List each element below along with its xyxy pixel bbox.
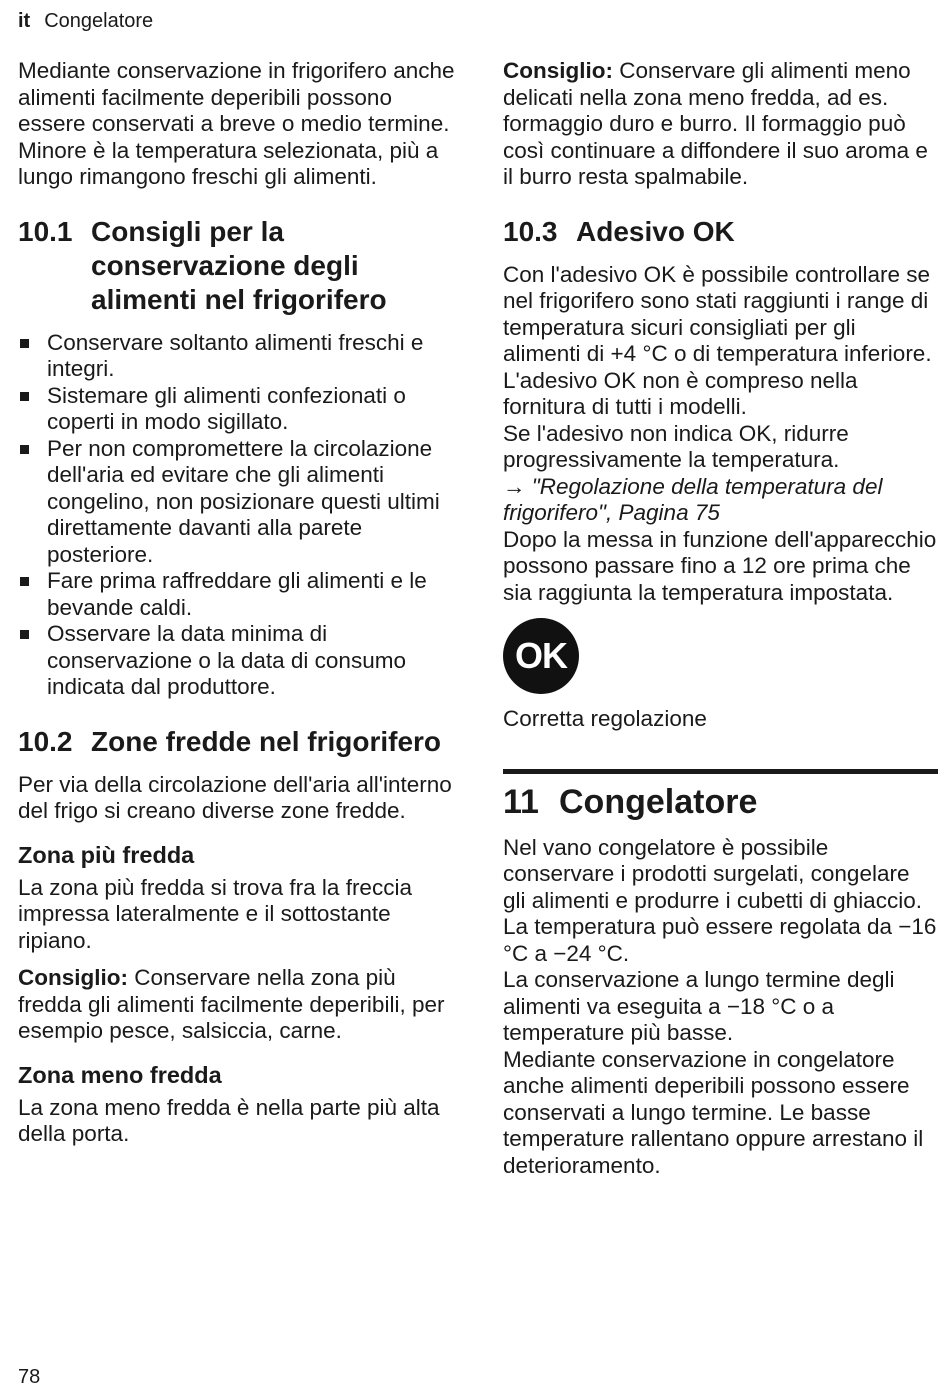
bullet-icon: [20, 577, 29, 586]
list-item: [18, 330, 458, 383]
cross-reference-link[interactable]: → "Regolazione della temperatura del frigorifero", Pagina 75: [503, 473, 883, 525]
page-header: [18, 10, 153, 33]
section-title: Consigli per la conservazione degli alimenti nel frigorifero: [91, 215, 387, 315]
coldest-zone-tip: [18, 965, 458, 1045]
tip-text: Conservare nella zona più fredda gli alimenti facilmente deperibili, per esempio pesce, salsiccia, carne.: [18, 965, 445, 1043]
list-item-text: Fare prima raffreddare gli alimenti e le bevande caldi.: [47, 568, 427, 620]
ok-sticker-paragraph-2: L'adesivo OK non è compreso nella fornitura di tutti i modelli.: [503, 367, 858, 419]
section-10-1-heading: [18, 215, 458, 317]
coldest-zone-heading: Zona più fredda: [18, 841, 195, 868]
section-title: Zone fredde nel frigorifero: [91, 725, 442, 757]
freezer-paragraph-1: Nel vano congelatore è possibile conservare i prodotti surgelati, congelare gli alimenti e produrre i cubetti di ghiaccio.: [503, 834, 922, 913]
cold-zones-intro: Per via della circolazione dell'aria all'interno del frigo si creano diverse zone fredde.: [18, 771, 452, 823]
section-10-3-heading: [503, 215, 938, 249]
section-number: 10.2: [18, 725, 73, 757]
ok-sticker-icon: [503, 618, 579, 694]
page-number: 78: [18, 1366, 41, 1388]
chapter-number: 11: [503, 782, 539, 821]
coldest-zone-text: La zona più fredda si trova fra la freccia impressa lateralmente e il sottostante ripiano.: [18, 874, 412, 953]
list-item-text: Conservare soltanto alimenti freschi e integri.: [47, 329, 424, 381]
chapter-title: Congelatore: [559, 782, 758, 821]
ok-sticker-paragraph-1: Con l'adesivo OK è possibile controllare se nel frigorifero sono stati raggiunti i range di temperatura sicuri consigliati per gli alimenti di +4 °C o di temperatura inferiore.: [503, 261, 932, 366]
list-item: [18, 436, 458, 569]
language-code: it: [18, 10, 31, 32]
less-cold-tip: [503, 58, 938, 191]
list-item-text: Sistemare gli alimenti confezionati o coperti in modo sigillato.: [47, 382, 406, 434]
chapter-11-heading: [503, 782, 938, 822]
section-10-2-heading: [18, 725, 458, 759]
section-title: Adesivo OK: [576, 215, 735, 247]
left-column: [18, 58, 458, 1148]
tip-label: Consiglio:: [18, 965, 128, 990]
ok-badge-label: OK: [515, 635, 567, 676]
freezer-paragraph-3: La conservazione a lungo termine degli alimenti va eseguita a −18 °C o a temperature più basse.: [503, 967, 895, 1045]
freezer-paragraph-4: Mediante conservazione in congelatore anche alimenti deperibili possono essere conservati a lungo termine. Le basse temperature rallentano oppure arrestano il deterioramento.: [503, 1046, 924, 1178]
tip-text: Conservare gli alimenti meno delicati nella zona meno fredda, ad es. formaggio duro e burro. Il formaggio può così continuare a diffondere il suo aroma e il burro resta spalmabile.: [503, 58, 928, 189]
ok-sticker-paragraph-3: Se l'adesivo non indica OK, ridurre progressivamente la temperatura.: [503, 420, 849, 472]
less-cold-zone-text: La zona meno fredda è nella parte più alta della porta.: [18, 1094, 440, 1146]
less-cold-zone-heading: Zona meno fredda: [18, 1061, 222, 1088]
intro-paragraph: Mediante conservazione in frigorifero anche alimenti facilmente deperibili possono essere conservati a breve o medio termine. Minore è la temperatura selezionata, più a lungo rimangono freschi gli alimenti.: [18, 58, 455, 189]
tip-label: Consiglio:: [503, 58, 613, 83]
ok-sticker-caption: Corretta regolazione: [503, 706, 707, 731]
storage-tips-list: [18, 330, 458, 701]
bullet-icon: [20, 392, 29, 401]
chapter-divider: [503, 769, 938, 774]
list-item: [18, 383, 458, 436]
section-number: 10.3: [503, 215, 558, 247]
list-item: [18, 621, 458, 701]
bullet-icon: [20, 630, 29, 639]
freezer-paragraph-2: La temperatura può essere regolata da −16 °C a −24 °C.: [503, 914, 937, 966]
right-column: [503, 58, 938, 1179]
ok-sticker-paragraph-4: Dopo la messa in funzione dell'apparecchio possono passare fino a 12 ore prima che sia raggiunta la temperatura impostata.: [503, 526, 937, 605]
section-name: Congelatore: [44, 10, 154, 32]
bullet-icon: [20, 339, 29, 348]
list-item: [18, 568, 458, 621]
list-item-text: Per non compromettere la circolazione dell'aria ed evitare che gli alimenti congelino, non posizionare questi ultimi direttamente davanti alla parete posteriore.: [47, 435, 440, 567]
list-item-text: Osservare la data minima di conservazione o la data di consumo indicata dal produttore.: [47, 621, 406, 699]
bullet-icon: [20, 445, 29, 454]
section-number: 10.1: [18, 215, 73, 247]
